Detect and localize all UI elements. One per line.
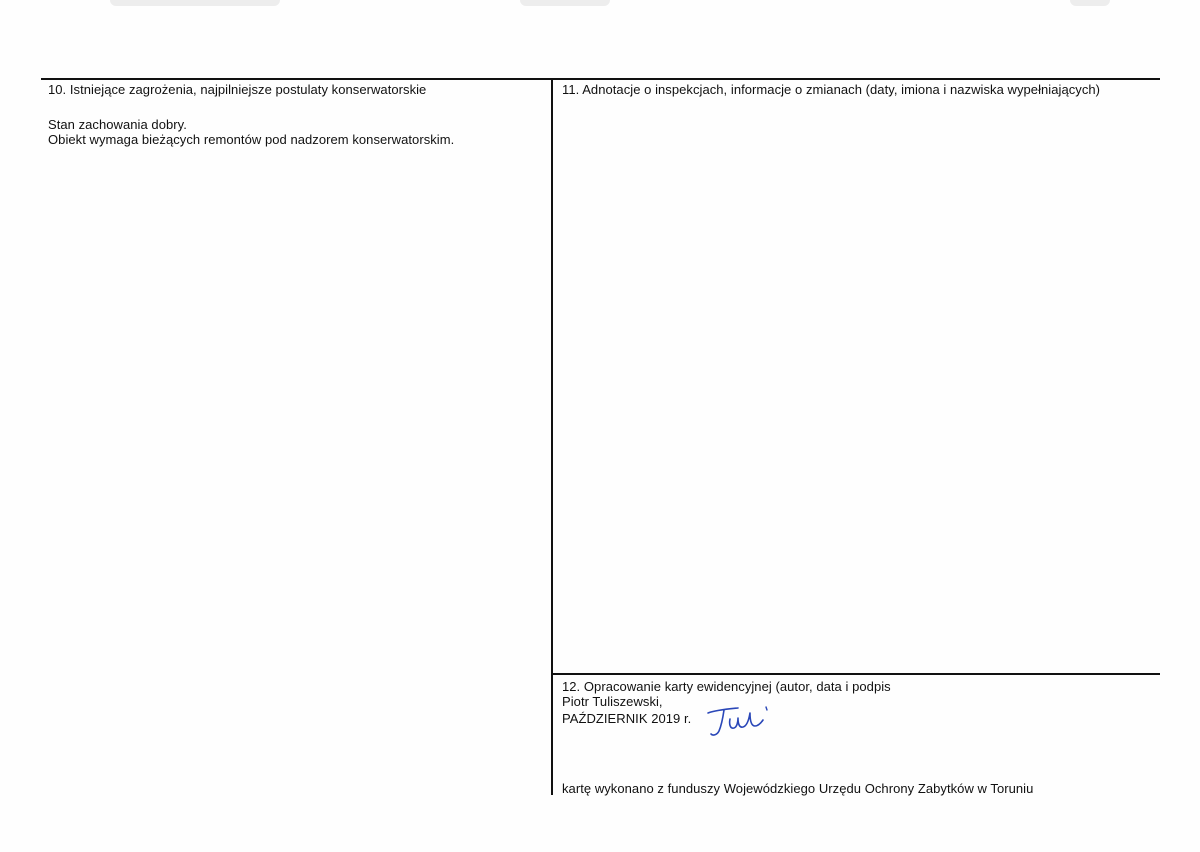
funding-note: kartę wykonano z funduszy Wojewódzkiego Urzędu Ochrony Zabytków w Toruniu <box>562 781 1034 796</box>
section-12-heading: 12. Opracowanie karty ewidencyjnej (autor, data i podpis <box>562 679 891 694</box>
handwritten-signature <box>706 704 778 738</box>
section-12-top-border <box>552 673 1160 675</box>
author-name: Piotr Tuliszewski, <box>562 694 663 709</box>
section-10-heading: 10. Istniejące zagrożenia, najpilniejsze postulaty konserwatorskie <box>48 82 427 97</box>
section-10-line: Obiekt wymaga bieżących remontów pod nadzorem konserwatorskim. <box>48 132 455 147</box>
scan-artifact <box>1070 0 1110 6</box>
preparation-date: PAŹDZIERNIK 2019 r. <box>562 711 692 726</box>
table-top-border <box>41 78 1160 80</box>
section-11-heading: 11. Adnotacje o inspekcjach, informacje o zmianach (daty, imiona i nazwiska wypełniających) <box>562 82 1101 97</box>
scan-artifact <box>110 0 280 6</box>
scan-artifact <box>520 0 610 6</box>
section-10-line: Stan zachowania dobry. <box>48 117 187 132</box>
column-divider <box>551 78 553 795</box>
